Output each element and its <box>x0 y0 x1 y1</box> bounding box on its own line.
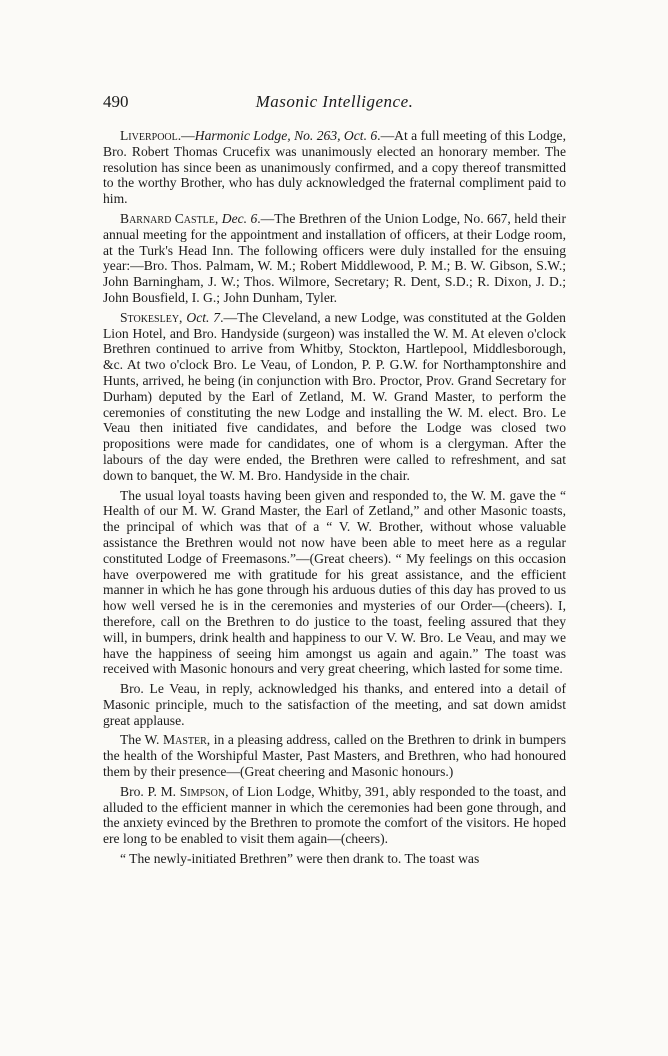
paragraph-liverpool: Liverpool.—Harmonic Lodge, No. 263, Oct. 6.—At a full meeting of this Lodge, Bro. Robert Thomas Crucefix was unanimously elected an honorary member. The resolution has since been as unanimously confirmed, and a copy thereof transmitted to the worthy Brother, who has duly acknowledged the fraternal compliment paid to him. <box>103 128 566 207</box>
paragraph-text: .—At a full meeting of this Lodge, Bro. Robert Thomas Crucefix was unanimously elected an honorary member. The resolution has since been as unanimously confirmed, and a copy thereof transmitted to the worthy Brother, who has duly acknowledged the fraternal compliment paid to him. <box>103 128 566 207</box>
paragraph-stokesley <box>103 310 566 484</box>
place-name: Barnard Castle, <box>120 210 219 226</box>
paragraph-barnard-castle <box>103 211 566 306</box>
place-name: Liverpool. <box>120 128 182 143</box>
date-title: Dec. 6 <box>221 210 258 226</box>
paragraph-text: , of Lion Lodge, Whitby, 391, ably responded to the toast, and alluded to the efficient manner in which the ceremonies had been gone through, and the anxiety evinced by the Brethren to promote the comfort of the visitors. He hoped ere long to be enabled to visit them again—(cheers). <box>103 783 566 847</box>
title-smallcaps: Master <box>163 732 207 748</box>
book-page <box>103 92 566 871</box>
paragraph-text: Bro. Le Veau, in reply, acknowledged his thanks, and entered into a detail of Masonic principle, much to the satisfaction of the meeting, and sat down amidst great applause. <box>103 681 566 728</box>
paragraph-text: “ The newly-initiated Brethren” were then drank to. The toast was <box>120 851 480 867</box>
paragraph-newly-initiated <box>103 851 566 867</box>
paragraph-master-address: The W. Master, in a pleasing address, called on the Brethren to drink in bumpers the health of the Worshipful Master, Past Masters, and Brethren, who had honoured them by their presence—(Great cheering and Masonic honours.) <box>103 732 566 780</box>
date-title: Oct. 7 <box>186 309 221 325</box>
paragraph-text: The usual loyal toasts having been given and responded to, the W. M. gave the “ Health of our M. W. Grand Master, the Earl of Zetland,” and other Masonic toasts, the principal of which was that of a “ V. W. Brother, without whose valuable assistance the Brethren would not now have been able to meet here as a regular constituted Lodge of Freemasons.”—(Great cheers). “ My feelings on this occasion have overpowered me with gratitude for his great assistance, and the efficient manner in which he has gone through his arduous duties of this day has proved to us how well versed he is in the ceremonies and mysteries of our Order—(cheers). I, therefore, call on the Brethren to do justice to the toast, feeling assured that they will, in bumpers, drink health and happiness to our V. W. Bro. Le Veau, and may we have the happiness of seeing him amongst us again and again.” The toast was received with Masonic honours and very great cheering, which lasted for some time. <box>103 487 566 677</box>
paragraph-text: .—The Brethren of the Union Lodge, No. 667, held their annual meeting for the appointment and installation of officers, at their Lodge room, at the Turk's Head Inn. The following officers were duly installed for the ensuing year:—Bro. Thos. Palmam, W. M.; Robert Middlewood, P. M.; B. W. Gibson, S.W.; John Barningham, J. W.; Thos. Wilmore, Secretary; R. Dent, S.D.; R. Dixon, J. D.; John Bousfield, I. G.; John Dunham, Tyler. <box>103 210 566 305</box>
paragraph-toasts <box>103 488 566 678</box>
page-number: 490 <box>103 92 129 111</box>
paragraph-le-veau-reply <box>103 681 566 728</box>
name-smallcaps: Simpson <box>179 783 226 799</box>
paragraph-simpson: Bro. P. M. Simpson, of Lion Lodge, Whitby, 391, ably responded to the toast, and alluded to the efficient manner in which the ceremonies had been gone through, and the anxiety evinced by the Brethren to promote the comfort of the visitors. He hoped ere long to be enabled to visit them again—(cheers). <box>103 783 566 847</box>
page-header <box>103 92 566 118</box>
article-body <box>103 128 566 867</box>
place-name: Stokesley, <box>120 309 183 325</box>
running-title: Masonic Intelligence. <box>255 92 414 111</box>
lodge-title: Harmonic Lodge, No. 263, Oct. 6 <box>194 128 378 143</box>
paragraph-text: .—The Cleveland, a new Lodge, was constituted at the Golden Lion Hotel, and Bro. Handyside (surgeon) was installed the W. M. At eleven o'clock Brethren continued to arrive from Whitby, Stockton, Hartlepool, Middlesborough, &c. At two o'clock Bro. Le Veau, of London, P. P. G.W. for Northamptonshire and Hunts, arrived, he being (in conjunction with Bro. Proctor, Prov. Grand Secretary for Durham) deputed by the Earl of Zetland, M. W. Grand Master, to perform the ceremonies of constituting the new Lodge and installing the W. M. elect. Bro. Le Veau then initiated five candidates, and before the Lodge was closed two propositions were made for candidates, one of whom is a clergyman. After the labours of the day were ended, the Brethren were called to refreshment, and sat down to banquet, the W. M. Bro. Handyside in the chair. <box>103 309 566 483</box>
paragraph-text: , in a pleasing address, called on the Brethren to drink in bumpers the health of the Worshipful Master, Past Masters, and Brethren, who had honoured them by their presence—(Great cheering and Masonic honours.) <box>103 732 566 780</box>
